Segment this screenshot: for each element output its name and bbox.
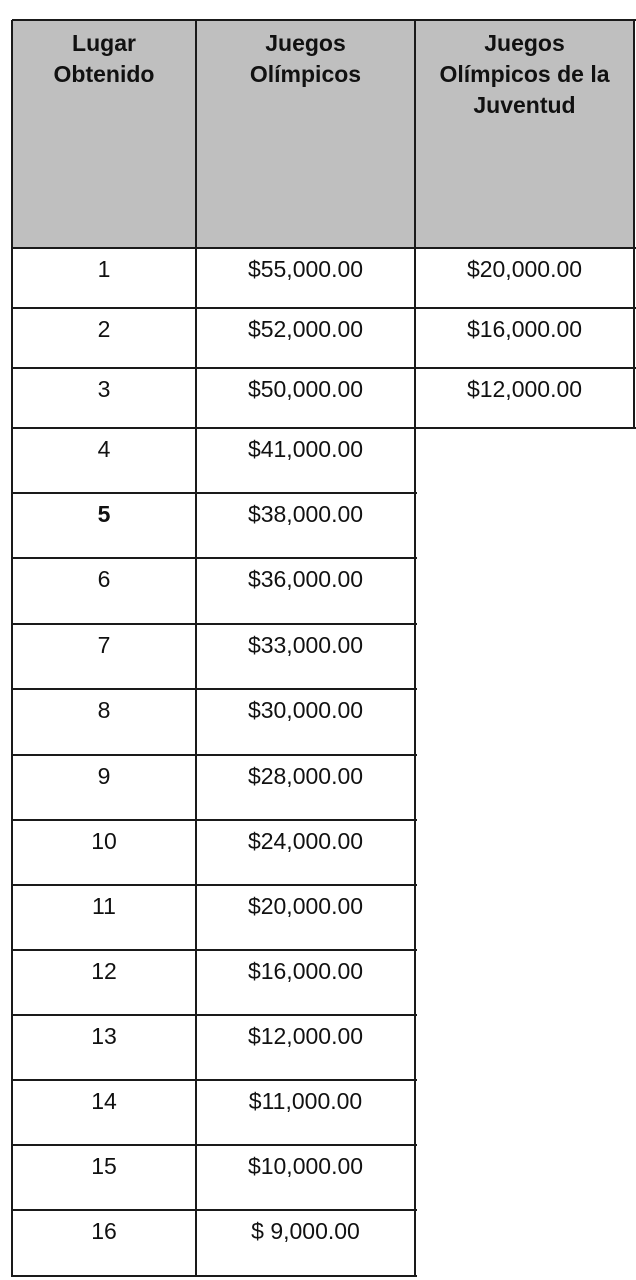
row-13-olympic-prize: $12,000.00 — [247, 1023, 364, 1049]
row-divider — [12, 367, 636, 369]
row-7-place: 7 — [97, 632, 111, 658]
row-16-place: 16 — [91, 1218, 117, 1244]
row-15-olympic-prize: $10,000.00 — [247, 1153, 364, 1179]
row-9-olympic-prize: $28,000.00 — [247, 763, 364, 789]
header-youth: Juegos Olímpicos de la Juventud — [415, 20, 634, 248]
row-1-olympic-prize: $55,000.00 — [247, 256, 364, 282]
col-divider-2 — [414, 20, 416, 1277]
row-3-place: 3 — [97, 376, 111, 402]
row-1-place: 1 — [97, 256, 111, 282]
left-border — [11, 20, 13, 1277]
header-olympic: Juegos Olímpicos — [196, 20, 415, 248]
row-1-youth-prize: $20,000.00 — [466, 256, 583, 282]
row-10-place: 10 — [91, 828, 117, 854]
row-divider — [12, 557, 417, 559]
row-5-place: 5 — [97, 501, 111, 527]
row-16-olympic-prize: $ 9,000.00 — [251, 1218, 360, 1244]
row-9-place: 9 — [97, 763, 111, 789]
row-3-olympic-prize: $50,000.00 — [247, 376, 364, 402]
row-divider — [12, 1209, 417, 1211]
col-divider-1 — [195, 20, 197, 1277]
row-divider — [12, 492, 417, 494]
row-divider — [12, 1144, 417, 1146]
row-divider — [12, 884, 417, 886]
row-divider — [12, 307, 636, 309]
row-divider — [12, 1079, 417, 1081]
row-2-place: 2 — [97, 316, 111, 342]
row-4-place: 4 — [97, 436, 111, 462]
row-15-place: 15 — [91, 1153, 117, 1179]
row-divider — [12, 754, 417, 756]
row-5-olympic-prize: $38,000.00 — [247, 501, 364, 527]
row-divider — [12, 949, 417, 951]
row-11-olympic-prize: $20,000.00 — [247, 893, 364, 919]
header-place: Lugar Obtenido — [12, 20, 196, 248]
row-11-place: 11 — [92, 893, 116, 919]
row-12-place: 12 — [91, 958, 117, 984]
row-7-olympic-prize: $33,000.00 — [247, 632, 364, 658]
header-divider — [12, 247, 636, 249]
row-2-youth-prize: $16,000.00 — [466, 316, 583, 342]
row-6-place: 6 — [97, 566, 111, 592]
row-divider — [12, 819, 417, 821]
row-divider — [12, 427, 636, 429]
row-6-olympic-prize: $36,000.00 — [247, 566, 364, 592]
row-8-olympic-prize: $30,000.00 — [247, 697, 364, 723]
row-2-olympic-prize: $52,000.00 — [247, 316, 364, 342]
row-divider — [12, 623, 417, 625]
row-divider — [12, 1275, 417, 1277]
row-13-place: 13 — [91, 1023, 117, 1049]
right-border — [633, 20, 635, 429]
row-divider — [12, 1014, 417, 1016]
row-8-place: 8 — [97, 697, 111, 723]
row-divider — [12, 688, 417, 690]
row-4-olympic-prize: $41,000.00 — [247, 436, 364, 462]
row-14-olympic-prize: $11,000.00 — [248, 1088, 363, 1114]
top-border — [12, 19, 636, 21]
row-12-olympic-prize: $16,000.00 — [247, 958, 364, 984]
row-10-olympic-prize: $24,000.00 — [247, 828, 364, 854]
row-3-youth-prize: $12,000.00 — [466, 376, 583, 402]
row-14-place: 14 — [91, 1088, 117, 1114]
